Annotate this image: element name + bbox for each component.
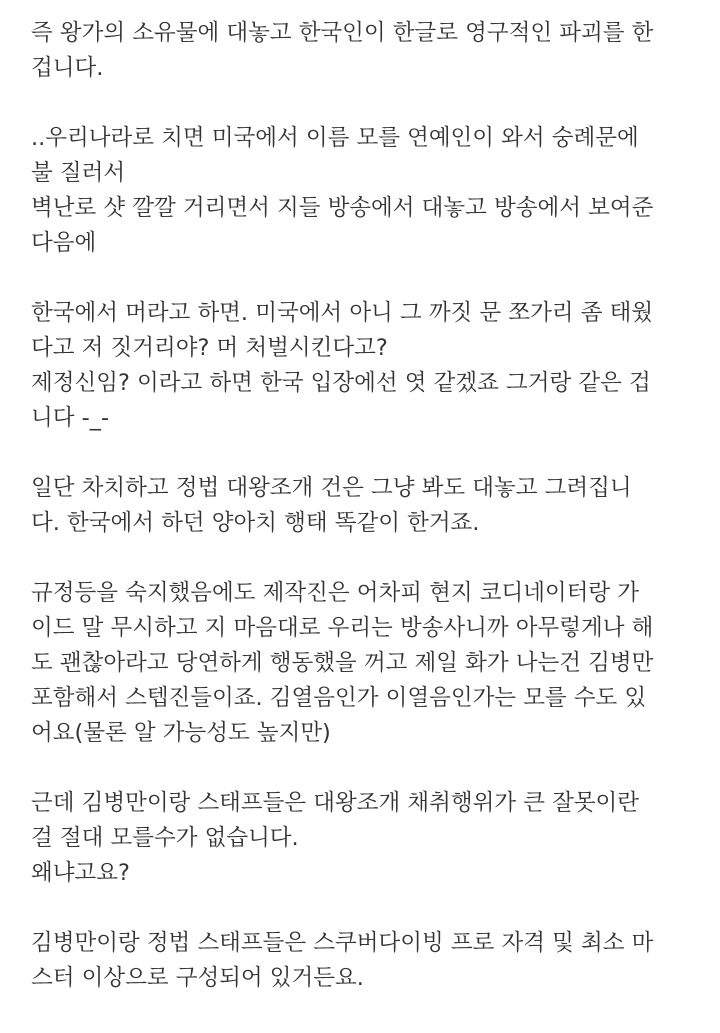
text-line: 즉 왕가의 소유물에 대놓고 한국인이 한글로 영구적인 파괴를 한 — [31, 20, 654, 46]
text-line: 한국에서 머라고 하면. 미국에서 아니 그 까짓 문 쪼가리 좀 태웠 — [31, 300, 654, 326]
paragraph — [31, 926, 701, 996]
paragraph — [31, 296, 701, 436]
text-line: 포함해서 스텝진들이죠. 김열음인가 이열음인가는 모를 수도 있 — [31, 685, 647, 711]
paragraph — [31, 471, 701, 541]
text-line: 이드 말 무시하고 지 마음대로 우리는 방송사니까 아무렇게나 해 — [31, 615, 654, 641]
text-line: 불 질러서 — [31, 160, 126, 186]
paragraph — [31, 16, 701, 86]
text-line: 다음에 — [31, 230, 97, 256]
paragraph — [31, 121, 701, 261]
text-line: 겁니다. — [31, 55, 104, 81]
text-line: 니다 -_- — [31, 405, 110, 431]
text-line: 다. 한국에서 하던 양아치 행태 똑같이 한거죠. — [31, 510, 480, 536]
text-line: 제정신임? 이라고 하면 한국 입장에선 엿 같겠죠 그거랑 같은 겁 — [31, 370, 651, 396]
text-line: 걸 절대 모를수가 없습니다. — [31, 825, 299, 851]
text-line: 스터 이상으로 구성되어 있거든요. — [31, 965, 364, 991]
text-line: 어요(물론 알 가능성도 높지만) — [31, 720, 331, 746]
text-line: 근데 김병만이랑 스태프들은 대왕조개 채취행위가 큰 잘못이란 — [31, 790, 640, 816]
text-line: 도 괜찮아라고 당연하게 행동했을 꺼고 제일 화가 나는건 김병만 — [31, 650, 654, 676]
text-line: 규정등을 숙지했음에도 제작진은 어차피 현지 코디네이터랑 가 — [31, 580, 640, 606]
text-line: 다고 저 짓거리야? 머 처벌시킨다고? — [31, 335, 388, 361]
text-line: 왜냐고요? — [31, 860, 130, 886]
text-line: 김병만이랑 정법 스태프들은 스쿠버다이빙 프로 자격 및 최소 마 — [31, 930, 654, 956]
text-line: 벽난로 샷 깔깔 거리면서 지들 방송에서 대놓고 방송에서 보여준 — [31, 195, 654, 221]
document-body — [31, 16, 701, 996]
text-line: ..우리나라로 치면 미국에서 이름 모를 연예인이 와서 숭례문에 — [31, 125, 639, 151]
paragraph — [31, 576, 701, 751]
text-line: 일단 차치하고 정법 대왕조개 건은 그냥 봐도 대놓고 그려집니 — [31, 475, 632, 501]
paragraph — [31, 786, 701, 891]
